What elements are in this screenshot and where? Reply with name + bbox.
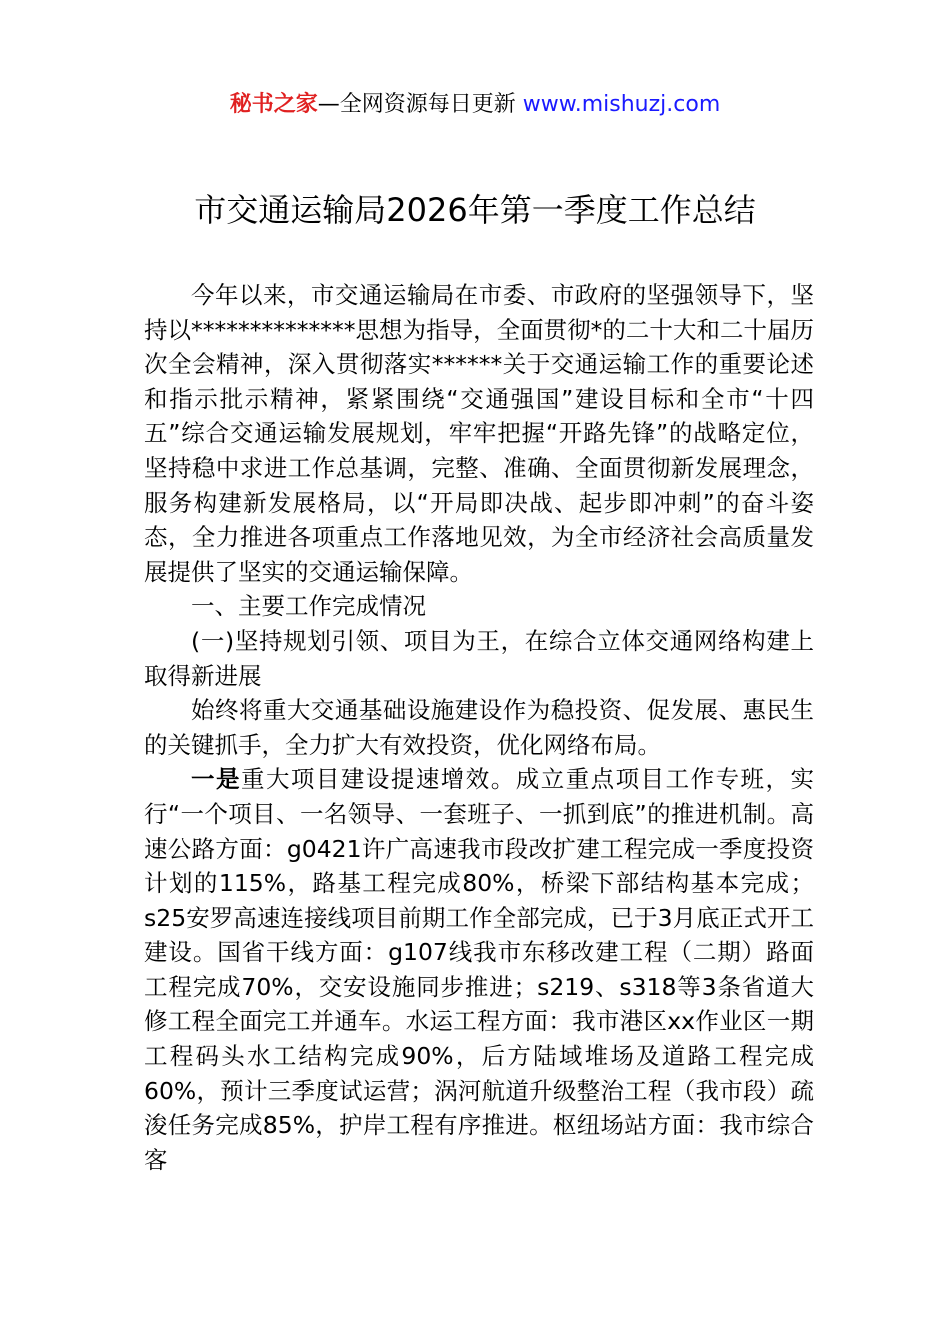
brand-name: 秘书之家 (229, 92, 318, 117)
point-paragraph (144, 762, 814, 1177)
subsection-heading: (一)坚持规划引领、项目为王，在综合立体交通网络构建上取得新进展 (144, 626, 814, 690)
document-title: 市交通运输局2026年第一季度工作总结 (194, 191, 756, 229)
section-heading: 一、主要工作完成情况 (191, 592, 426, 621)
header-slogan: —全网资源每日更新 (317, 92, 523, 117)
point-lead: 一是 (191, 765, 241, 794)
subsection-intro-paragraph: 始终将重大交通基础设施建设作为稳投资、促发展、惠民生的关键抓手，全力扩大有效投资，优化网络布局。 (144, 696, 814, 759)
site-header (0, 88, 950, 122)
document-body (144, 278, 814, 1177)
point-text: 重大项目建设提速增效。成立重点项目工作专班，实行“一个项目、一名领导、一套班子、一抓到底”的推进机制。高速公路方面：g0421许广高速我市段改扩建工程完成一季度投资计划的115%，路基工程完成80%，桥梁下部结构基本完成；s25安罗高速连接线项目前期工作全部完成，已于3月底正式开工建设。国省干线方面：g107线我市东移改建工程（二期）路面工程完成70%，交安设施同步推进；s219、s318等3条省道大修工程全面完工并通车。水运工程方面：我市港区xx作业区一期工程码头水工结构完成90%，后方陆域堆场及道路工程完成60%，预计三季度试运营；涡河航道升级整治工程（我市段）疏浚任务完成85%，护岸工程有序推进。枢纽场站方面：我市综合客 (144, 765, 815, 1174)
intro-paragraph: 今年以来，市交通运输局在市委、市政府的坚强领导下，坚持以**************思想为指导，全面贯彻*的二十大和二十届历次全会精神，深入贯彻落实******关于交通运输工作的重要论述和指示批示精神，紧紧围绕“交通强国”建设目标和全市“十四五”综合交通运输发展规划，牢牢把握“开路先锋”的战略定位，坚持稳中求进工作总基调，完整、准确、全面贯彻新发展理念，服务构建新发展格局，以“开局即决战、起步即冲刺”的奋斗姿态，全力推进各项重点工作落地见效，为全市经济社会高质量发展提供了坚实的交通运输保障。 (144, 281, 814, 586)
site-url-link[interactable]: www.mishuzj.com (522, 92, 721, 117)
